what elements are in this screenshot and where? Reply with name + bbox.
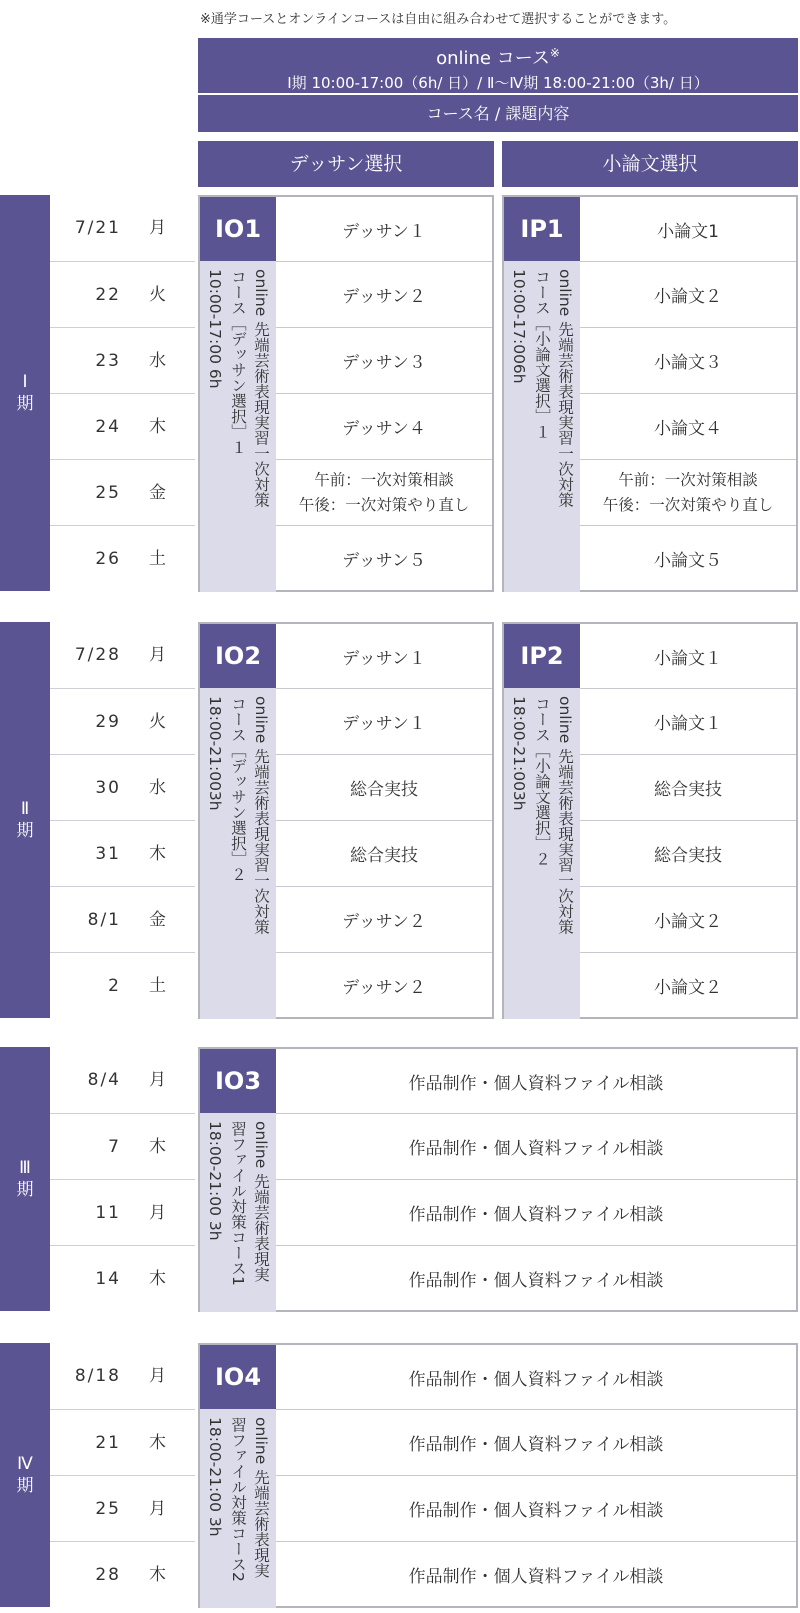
session-cell <box>580 688 796 754</box>
session-text: 小論文２ <box>654 912 722 932</box>
session-cell <box>580 952 796 1018</box>
session-text: 総合実技 <box>350 846 418 866</box>
session-cell <box>276 754 492 820</box>
course-box <box>198 1343 798 1608</box>
date-row <box>50 459 195 525</box>
session-cell <box>276 1245 796 1311</box>
date-row <box>50 754 195 820</box>
weekday: 木 <box>149 844 166 864</box>
session-cell <box>276 393 492 459</box>
session-text: 作品制作・個人資料ファイル相談 <box>408 1271 664 1291</box>
weekday: 土 <box>149 549 166 569</box>
session-cell <box>580 197 796 261</box>
date: 31 <box>95 844 121 864</box>
session-text: 小論文３ <box>654 353 722 373</box>
online-course-title: online コース <box>436 48 550 69</box>
session-text: 作品制作・個人資料ファイル相談 <box>408 1139 664 1159</box>
date-row <box>50 622 195 688</box>
course-box <box>502 195 798 592</box>
session-text: 午前：一次対策相談 <box>618 470 758 489</box>
course-name-line: 18:00-21:003h <box>510 696 528 811</box>
course-name-line: 10:00-17:00 6h <box>206 269 224 389</box>
course-name-line: 18:00-21:00 3h <box>206 1417 224 1537</box>
session-text: 作品制作・個人資料ファイル相談 <box>408 1073 664 1094</box>
period-label <box>0 622 50 1018</box>
session-cell <box>276 1409 796 1475</box>
session-text: 作品制作・個人資料ファイル相談 <box>408 1567 664 1587</box>
course-name-line: 10:00-17:006h <box>510 269 528 384</box>
weekday: 木 <box>149 1565 166 1585</box>
period-label-text: Ⅳ期 <box>16 1454 34 1496</box>
date: 14 <box>95 1269 121 1289</box>
date: 7 <box>108 1137 121 1157</box>
course-content-header: コース名 / 課題内容 <box>198 95 798 132</box>
course-code: IO1 <box>200 197 276 261</box>
date-row <box>50 1245 195 1311</box>
date-row <box>50 195 195 261</box>
weekday: 火 <box>149 712 166 732</box>
session-text: デッサン２ <box>342 287 426 307</box>
weekday: 月 <box>149 1499 166 1519</box>
session-text: 総合実技 <box>350 780 418 800</box>
date: 22 <box>95 285 121 305</box>
date-row <box>50 1475 195 1541</box>
period-label-text: Ⅱ期 <box>16 799 34 841</box>
date: 24 <box>95 417 121 437</box>
session-cell <box>276 820 492 886</box>
period-label <box>0 195 50 591</box>
course-name-line: コース［デッサン選択］１ <box>229 269 247 455</box>
course-name-line: online 先端芸術表現実習一次対策 <box>252 269 270 508</box>
session-cell <box>580 459 796 525</box>
date-row <box>50 1343 195 1409</box>
course-name <box>504 688 580 1019</box>
session-text: 小論文５ <box>654 551 722 571</box>
session-text: 作品制作・個人資料ファイル相談 <box>408 1501 664 1521</box>
dessin-choice-header: デッサン選択 <box>198 141 494 187</box>
date: 29 <box>95 712 121 732</box>
session-text: 作品制作・個人資料ファイル相談 <box>408 1369 664 1390</box>
session-cell <box>276 327 492 393</box>
date: 8/18 <box>74 1366 121 1386</box>
date-row <box>50 525 195 591</box>
session-text: 小論文１ <box>654 648 722 669</box>
course-code: IO3 <box>200 1049 276 1113</box>
session-text: 作品制作・個人資料ファイル相談 <box>408 1205 664 1225</box>
date: 8/1 <box>87 910 121 930</box>
weekday: 木 <box>149 417 166 437</box>
course-name-line: online 先端芸術表現実習一次対策 <box>252 696 270 935</box>
course-name-line: 習ファイル対策コース1 <box>229 1121 247 1286</box>
session-cell <box>580 886 796 952</box>
date: 7/21 <box>74 218 121 238</box>
date-row <box>50 688 195 754</box>
weekday: 木 <box>149 1433 166 1453</box>
session-cell <box>580 327 796 393</box>
course-code: IP2 <box>504 624 580 688</box>
date: 23 <box>95 351 121 371</box>
date: 2 <box>108 976 121 996</box>
weekday: 木 <box>149 1137 166 1157</box>
weekday: 水 <box>149 351 166 371</box>
course-name <box>200 261 276 592</box>
course-box <box>198 1047 798 1312</box>
session-text: 総合実技 <box>654 846 722 866</box>
weekday: 木 <box>149 1269 166 1289</box>
session-text: デッサン２ <box>342 912 426 932</box>
course-name <box>200 688 276 1019</box>
weekday: 月 <box>149 1366 166 1386</box>
date-row <box>50 1179 195 1245</box>
session-cell <box>276 1113 796 1179</box>
weekday: 月 <box>149 1070 166 1090</box>
date-row <box>50 1409 195 1475</box>
session-cell <box>276 1541 796 1607</box>
session-text: デッサン４ <box>342 419 426 439</box>
session-cell <box>580 393 796 459</box>
course-name-line: online 先端芸術表現実習一次対策 <box>556 696 574 935</box>
session-cell <box>580 820 796 886</box>
session-text: 作品制作・個人資料ファイル相談 <box>408 1435 664 1455</box>
date: 30 <box>95 778 121 798</box>
course-name-line: コース［デッサン選択］２ <box>229 696 247 882</box>
date: 28 <box>95 1565 121 1585</box>
weekday: 土 <box>149 976 166 996</box>
online-course-header <box>198 38 798 93</box>
session-cell <box>276 886 492 952</box>
session-cell <box>580 261 796 327</box>
course-box <box>198 195 494 592</box>
date-row <box>50 393 195 459</box>
weekday: 金 <box>149 483 166 503</box>
weekday: 水 <box>149 778 166 798</box>
date: 7/28 <box>74 645 121 665</box>
course-box <box>502 622 798 1019</box>
date-row <box>50 1113 195 1179</box>
weekday: 月 <box>149 218 166 238</box>
course-name-line: online 先端芸術表現実 <box>252 1121 270 1282</box>
course-name-line: コース［小論文選択］１ <box>533 269 551 440</box>
course-name-line: 18:00-21:003h <box>206 696 224 811</box>
session-cell <box>276 525 492 591</box>
session-cell <box>580 525 796 591</box>
period-label <box>0 1047 50 1311</box>
date-row <box>50 820 195 886</box>
session-text: 小論文1 <box>657 221 719 242</box>
date: 11 <box>95 1203 121 1223</box>
weekday: 月 <box>149 1203 166 1223</box>
session-cell <box>276 624 492 688</box>
session-cell <box>580 624 796 688</box>
course-name-line: 習ファイル対策コース2 <box>229 1417 247 1582</box>
session-cell <box>276 952 492 1018</box>
session-text: 午後：一次対策やり直し <box>298 495 470 514</box>
period-label-text: Ⅰ期 <box>16 372 34 414</box>
session-text: デッサン５ <box>342 551 426 571</box>
session-text: デッサン１ <box>342 714 426 734</box>
date-row <box>50 327 195 393</box>
date-row <box>50 952 195 1018</box>
essay-choice-header: 小論文選択 <box>502 141 798 187</box>
session-cell <box>276 1475 796 1541</box>
course-code: IO2 <box>200 624 276 688</box>
online-course-mark: ※ <box>549 46 560 60</box>
date: 8/4 <box>87 1070 121 1090</box>
session-text: 小論文２ <box>654 287 722 307</box>
session-cell <box>276 1345 796 1409</box>
session-text: 小論文２ <box>654 978 722 998</box>
course-name <box>504 261 580 592</box>
date: 25 <box>95 483 121 503</box>
course-code: IO4 <box>200 1345 276 1409</box>
session-text: 午後：一次対策やり直し <box>602 495 774 514</box>
course-code: IP1 <box>504 197 580 261</box>
combination-note: ※通学コースとオンラインコースは自由に組み合わせて選択することができます。 <box>200 12 677 27</box>
course-name <box>200 1113 276 1312</box>
course-name-line: 18:00-21:00 3h <box>206 1121 224 1241</box>
session-text: デッサン１ <box>342 221 426 242</box>
session-text: 総合実技 <box>654 780 722 800</box>
date-row <box>50 1047 195 1113</box>
session-cell <box>276 459 492 525</box>
course-box <box>198 622 494 1019</box>
date: 25 <box>95 1499 121 1519</box>
date-row <box>50 886 195 952</box>
date: 26 <box>95 549 121 569</box>
period-label-text: Ⅲ期 <box>16 1158 34 1200</box>
session-cell <box>580 754 796 820</box>
session-text: デッサン２ <box>342 978 426 998</box>
session-text: 小論文１ <box>654 714 722 734</box>
weekday: 火 <box>149 285 166 305</box>
date-row <box>50 1541 195 1607</box>
weekday: 月 <box>149 645 166 665</box>
session-cell <box>276 261 492 327</box>
session-text: 午前：一次対策相談 <box>314 470 454 489</box>
course-name-line: online 先端芸術表現実習一次対策 <box>556 269 574 508</box>
course-name <box>200 1409 276 1608</box>
course-name-line: コース［小論文選択］２ <box>533 696 551 867</box>
period-label <box>0 1343 50 1607</box>
session-text: 小論文４ <box>654 419 722 439</box>
date-row <box>50 261 195 327</box>
session-cell <box>276 688 492 754</box>
session-cell <box>276 197 492 261</box>
weekday: 金 <box>149 910 166 930</box>
session-cell <box>276 1179 796 1245</box>
course-name-line: online 先端芸術表現実 <box>252 1417 270 1578</box>
online-course-hours: Ⅰ期 10:00-17:00（6h/ 日）/ Ⅱ～Ⅳ期 18:00-21:00（3h/ 日） <box>287 74 709 92</box>
session-text: デッサン３ <box>342 353 426 373</box>
session-text: デッサン１ <box>342 648 426 669</box>
session-cell <box>276 1049 796 1113</box>
date: 21 <box>95 1433 121 1453</box>
